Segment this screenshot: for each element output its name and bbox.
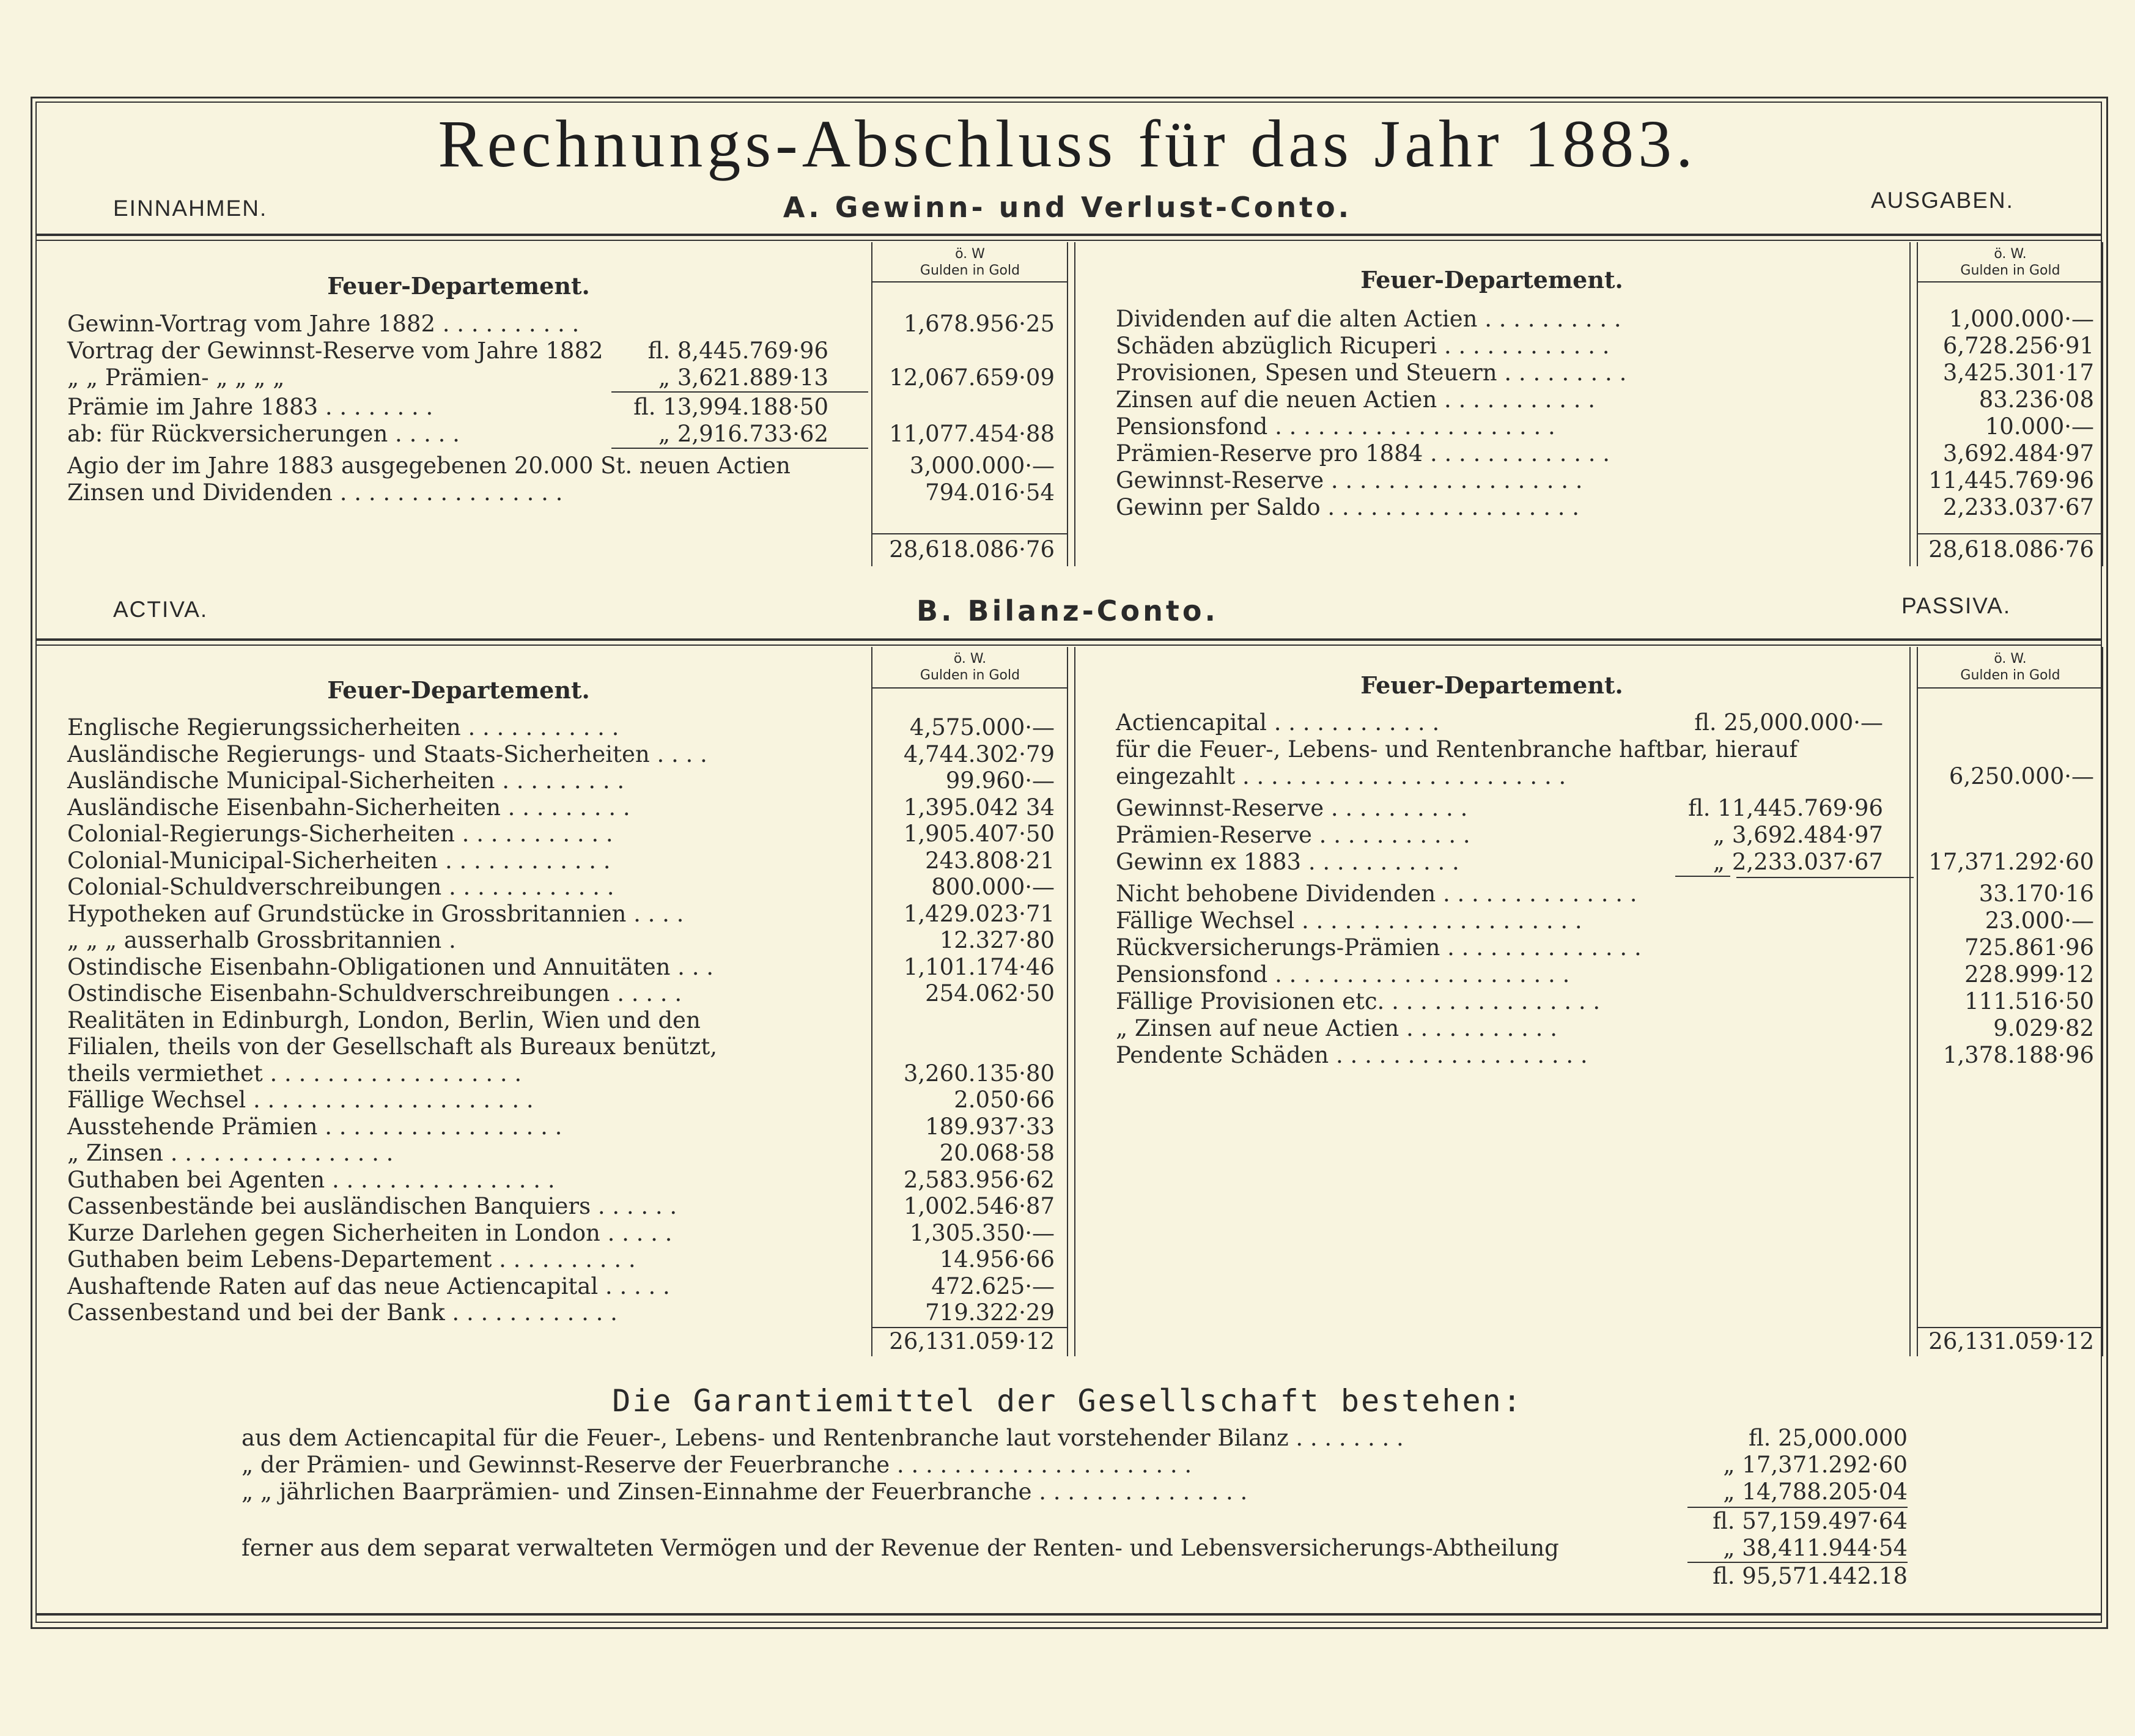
passiva-row-label: eingezahlt . . . . . . . . . . . . . . . . . . . . . . . bbox=[1116, 763, 1566, 789]
activa-row-label: Aushaftende Raten auf das neue Actiencapital . . . . . bbox=[67, 1272, 670, 1299]
activa-row-amount: 4,744.302·79 bbox=[903, 741, 1055, 767]
passiva-row-label: Rückversicherungs-Prämien . . . . . . . . . . . . . . bbox=[1116, 934, 1642, 961]
row-amount: 11,445.769·96 bbox=[1928, 467, 2094, 493]
activa-row-label: Ostindische Eisenbahn-Schuldverschreibungen . . . . . bbox=[67, 980, 682, 1007]
passiva-row-subamount: „ 2,233.037·67 bbox=[1713, 849, 1883, 875]
activa-row-label: Ostindische Eisenbahn-Obligationen und Annuitäten . . . bbox=[67, 953, 714, 980]
row-label: Schäden abzüglich Ricuperi . . . . . . . . . . . . bbox=[1116, 333, 1610, 359]
rule bbox=[1675, 876, 1730, 877]
row-label: „ „ Prämien- „ „ „ „ bbox=[67, 364, 285, 391]
passiva-row-amount: 111.516·50 bbox=[1964, 988, 2094, 1014]
passiva-row-subamount: fl. 11,445.769·96 bbox=[1688, 795, 1883, 821]
ausgaben-row bbox=[1116, 494, 1911, 521]
activa-dept-title: Feuer-Departement. bbox=[327, 676, 590, 704]
activa-row-label: Guthaben bei Agenten . . . . . . . . . . . . . . . . bbox=[67, 1166, 555, 1193]
passiva-row-label: für die Feuer-, Lebens- und Rentenbranche haftbar, hierauf bbox=[1116, 736, 1798, 763]
activa-row-label: Guthaben beim Lebens-Departement . . . . . . . . . . bbox=[67, 1246, 636, 1272]
activa-row-label: Hypotheken auf Grundstücke in Grossbritannien . . . . bbox=[67, 900, 684, 927]
row-amount: 12,067.659·09 bbox=[889, 364, 1055, 391]
rule bbox=[1687, 1507, 1908, 1508]
row-amount: 1,000.000·— bbox=[1949, 306, 2094, 332]
col-head-unit: Gulden in Gold bbox=[1960, 263, 2060, 278]
garantie-row-amount: fl. 25,000.000 bbox=[1748, 1425, 1908, 1451]
einnahmen-row bbox=[67, 394, 862, 421]
passiva-row-subamount: „ 3,692.484·97 bbox=[1713, 822, 1883, 848]
passiva-row-label: Fällige Wechsel . . . . . . . . . . . . . . . . . . . . bbox=[1116, 907, 1582, 934]
row-label: Gewinnst-Reserve . . . . . . . . . . . . . . . . . . bbox=[1116, 467, 1583, 493]
passiva-row-subamount bbox=[1651, 1015, 1883, 1042]
row-label: Prämien-Reserve pro 1884 . . . . . . . . . . . . . bbox=[1116, 440, 1610, 467]
column-rule bbox=[1074, 647, 1075, 1356]
gv-left-col-head bbox=[873, 246, 1067, 279]
row-label: Provisionen, Spesen und Steuern . . . . . . . . . bbox=[1116, 360, 1627, 386]
einnahmen-total: 28,618.086·76 bbox=[889, 536, 1055, 563]
activa-row-label: Kurze Darlehen gegen Sicherheiten in London . . . . . bbox=[67, 1219, 673, 1246]
passiva-row-amount: 6,250.000·— bbox=[1949, 763, 2094, 789]
row-subamount: fl. 8,445.769·96 bbox=[647, 338, 828, 364]
passiva-row-label: „ Zinsen auf neue Actien . . . . . . . . . . . bbox=[1116, 1015, 1557, 1041]
garantie-row-amount: „ 38,411.944·54 bbox=[1723, 1535, 1908, 1561]
gv-right-col-head bbox=[1919, 246, 2102, 279]
einnahmen-row bbox=[67, 421, 862, 448]
row-label: Gewinn-Vortrag vom Jahre 1882 . . . . . . . . . . bbox=[67, 311, 580, 337]
activa-col-head bbox=[873, 651, 1067, 684]
activa-row-amount: 189.937·33 bbox=[925, 1113, 1055, 1140]
ausgaben-heading: AUSGABEN. bbox=[1871, 188, 2014, 213]
rule bbox=[871, 533, 1067, 534]
passiva-row-label: Pendente Schäden . . . . . . . . . . . . . . . . . . bbox=[1116, 1042, 1588, 1068]
einnahmen-heading: EINNAHMEN. bbox=[113, 196, 268, 221]
row-amount: 11,077.454·88 bbox=[889, 421, 1055, 447]
passiva-row-label: Pensionsfond . . . . . . . . . . . . . . . . . . . . . bbox=[1116, 961, 1570, 988]
passiva-row-subamount bbox=[1651, 881, 1883, 907]
passiva-row-amount: 228.999·12 bbox=[1964, 961, 2094, 988]
einnahmen-dept-title: Feuer-Departement. bbox=[327, 272, 590, 300]
garantie-row-label: „ der Prämien- und Gewinnst-Reserve der Feuerbranche . . . . . . . . . . . . . . . . . . . . . bbox=[242, 1452, 1192, 1478]
rule bbox=[871, 687, 1067, 689]
rule bbox=[35, 234, 2102, 236]
activa-row-amount: 1,395.042 34 bbox=[903, 794, 1055, 821]
rule bbox=[1687, 1562, 1908, 1563]
row-amount: 794.016·54 bbox=[925, 479, 1055, 506]
activa-row-label: Filialen, theils von der Gesellschaft als Bureaux benützt, bbox=[67, 1033, 718, 1060]
col-head-currency: ö. W bbox=[955, 246, 985, 262]
row-label: Dividenden auf die alten Actien . . . . . . . . . . bbox=[1116, 306, 1621, 332]
passiva-row-label: Gewinn ex 1883 . . . . . . . . . . . bbox=[1116, 849, 1459, 875]
row-amount: 3,425.301·17 bbox=[1942, 360, 2094, 386]
activa-row-label: Englische Regierungssicherheiten . . . . . . . . . . . bbox=[67, 714, 619, 741]
row-amount: 83.236·08 bbox=[1978, 386, 2094, 413]
row-subamount: „ 2,916.733·62 bbox=[658, 421, 828, 447]
garantie-row-amount: „ 17,371.292·60 bbox=[1723, 1452, 1908, 1478]
rule bbox=[35, 1613, 2102, 1616]
activa-row-amount: 12.327·80 bbox=[939, 927, 1055, 953]
activa-row-label: Fällige Wechsel . . . . . . . . . . . . . . . . . . . . bbox=[67, 1087, 534, 1113]
activa-row-amount: 1,429.023·71 bbox=[903, 900, 1055, 927]
ausgaben-row bbox=[1116, 386, 1911, 413]
rule bbox=[35, 240, 2102, 241]
passiva-row-amount: 9.029·82 bbox=[1993, 1015, 2094, 1041]
activa-row-amount: 243.808·21 bbox=[925, 847, 1055, 874]
rule bbox=[1736, 877, 1914, 878]
activa-row-amount: 719.322·29 bbox=[925, 1299, 1055, 1326]
passiva-row-amount: 17,371.292·60 bbox=[1928, 849, 2094, 875]
activa-row-amount: 254.062·50 bbox=[925, 980, 1055, 1007]
column-rule bbox=[871, 242, 872, 566]
row-amount: 1,678.956·25 bbox=[903, 311, 1055, 337]
row-label: ab: für Rückversicherungen . . . . . bbox=[67, 421, 460, 447]
passiva-row-subamount bbox=[1651, 907, 1883, 934]
activa-row-amount: 1,101.174·46 bbox=[903, 953, 1055, 980]
garantie-row-label bbox=[242, 1563, 1684, 1590]
col-head-currency: ö. W. bbox=[953, 651, 987, 667]
passiva-row-subamount bbox=[1651, 763, 1883, 790]
row-label: Pensionsfond . . . . . . . . . . . . . . . . . . . . bbox=[1116, 413, 1555, 440]
row-amount: 3,000.000·— bbox=[909, 452, 1055, 479]
column-rule bbox=[2102, 647, 2103, 1356]
col-head-currency: ö. W. bbox=[1994, 651, 2027, 667]
passiva-col-head bbox=[1919, 651, 2102, 684]
row-label: Agio der im Jahre 1883 ausgegebenen 20.000 St. neuen Actien bbox=[67, 452, 791, 479]
col-head-currency: ö. W. bbox=[1994, 246, 2027, 262]
row-amount: 10.000·— bbox=[1985, 413, 2094, 440]
row-label: Prämie im Jahre 1883 . . . . . . . . bbox=[67, 394, 433, 420]
activa-row-amount: 3,260.135·80 bbox=[903, 1060, 1055, 1087]
passiva-row-subamount bbox=[1651, 1042, 1883, 1069]
garantie-row-label bbox=[242, 1508, 1684, 1535]
passiva-row-label: Fällige Provisionen etc. . . . . . . . . . . . . . . . bbox=[1116, 988, 1601, 1014]
passiva-row-subamount bbox=[1651, 988, 1883, 1015]
passiva-dept-title: Feuer-Departement. bbox=[1360, 671, 1623, 699]
row-amount: 2,233.037·67 bbox=[1942, 494, 2094, 520]
row-amount: 3,692.484·97 bbox=[1942, 440, 2094, 467]
activa-row-label: Colonial-Schuldverschreibungen . . . . . . . . . . . . bbox=[67, 874, 614, 900]
activa-row-amount: 1,905.407·50 bbox=[903, 821, 1055, 847]
activa-row-amount: 14.956·66 bbox=[939, 1246, 1055, 1272]
garantie-row-label: aus dem Actiencapital für die Feuer-, Lebens- und Rentenbranche laut vorstehender Bilanz . . . . . . . . bbox=[242, 1425, 1404, 1451]
rule bbox=[1917, 533, 2102, 534]
ausgaben-row bbox=[1116, 333, 1911, 360]
rule bbox=[1917, 281, 2102, 283]
column-rule bbox=[1067, 647, 1068, 1356]
passiva-row-amount: 1,378.188·96 bbox=[1942, 1042, 2094, 1068]
passiva-row-label: Nicht behobene Dividenden . . . . . . . . . . . . . . bbox=[1116, 881, 1637, 907]
garantie-row-label: ferner aus dem separat verwalteten Vermögen und der Revenue der Renten- und Lebensversicherungs-Abtheilung bbox=[242, 1535, 1559, 1561]
activa-row-label: Ausländische Eisenbahn-Sicherheiten . . . . . . . . . bbox=[67, 794, 630, 821]
einnahmen-row bbox=[67, 338, 862, 364]
activa-row-label: Ausstehende Prämien . . . . . . . . . . . . . . . . . bbox=[67, 1113, 562, 1140]
activa-row-label: Realitäten in Edinburgh, London, Berlin, Wien und den bbox=[67, 1007, 701, 1033]
col-head-unit: Gulden in Gold bbox=[1960, 668, 2060, 683]
rule bbox=[611, 391, 868, 393]
rule bbox=[35, 645, 2102, 646]
activa-row-amount: 99.960·— bbox=[945, 767, 1055, 794]
einnahmen-row bbox=[67, 311, 862, 338]
row-subamount: „ 3,621.889·13 bbox=[658, 364, 828, 391]
ausgaben-row bbox=[1116, 360, 1911, 386]
row-amount: 6,728.256·91 bbox=[1942, 333, 2094, 359]
garantie-row-amount: „ 14,788.205·04 bbox=[1723, 1479, 1908, 1505]
column-rule bbox=[1074, 242, 1075, 566]
rule bbox=[1917, 687, 2102, 689]
einnahmen-row bbox=[67, 364, 862, 391]
activa-row-amount: 20.068·58 bbox=[939, 1140, 1055, 1166]
passiva-row-subamount bbox=[1651, 934, 1883, 961]
passiva-heading: PASSIVA. bbox=[1901, 593, 2011, 618]
activa-row-label: Ausländische Municipal-Sicherheiten . . . . . . . . . bbox=[67, 767, 625, 794]
activa-row-label: „ „ „ ausserhalb Grossbritannien . bbox=[67, 927, 456, 953]
ausgaben-row bbox=[1116, 467, 1911, 494]
passiva-total: 26,131.059·12 bbox=[1928, 1328, 2094, 1354]
page-title: Rechnungs-Abschluss für das Jahr 1883. bbox=[438, 106, 1697, 181]
activa-row-amount: 1,002.546·87 bbox=[903, 1193, 1055, 1219]
row-label: Gewinn per Saldo . . . . . . . . . . . . . . . . . . bbox=[1116, 494, 1580, 520]
garantie-row-amount: fl. 95,571.442.18 bbox=[1713, 1563, 1908, 1589]
garantie-row-amount: fl. 57,159.497·64 bbox=[1713, 1508, 1908, 1534]
activa-total: 26,131.059·12 bbox=[889, 1328, 1055, 1354]
einnahmen-row bbox=[67, 479, 862, 506]
ausgaben-row bbox=[1116, 306, 1911, 333]
column-rule bbox=[1067, 242, 1068, 566]
row-label: Zinsen auf die neuen Actien . . . . . . . . . . . bbox=[1116, 386, 1596, 413]
passiva-row-subamount bbox=[1651, 736, 1883, 763]
passiva-row-label: Actiencapital . . . . . . . . . . . . bbox=[1116, 709, 1440, 736]
activa-row-label: Cassenbestand und bei der Bank . . . . . . . . . . . . bbox=[67, 1299, 618, 1326]
col-head-unit: Gulden in Gold bbox=[920, 668, 1020, 683]
activa-row-label: Cassenbestände bei ausländischen Banquiers . . . . . . bbox=[67, 1193, 677, 1219]
activa-row-label: theils vermiethet . . . . . . . . . . . . . . . . . . bbox=[67, 1060, 522, 1087]
passiva-row-amount: 23.000·— bbox=[1985, 907, 2094, 934]
activa-row-amount: 2,583.956·62 bbox=[903, 1166, 1055, 1193]
passiva-row-subamount: fl. 25,000.000·— bbox=[1694, 709, 1883, 736]
rule bbox=[611, 448, 868, 449]
passiva-row-label: Prämien-Reserve . . . . . . . . . . . bbox=[1116, 822, 1470, 848]
gv-conto-heading: A. Gewinn- und Verlust-Conto. bbox=[783, 191, 1352, 224]
activa-row-label: Ausländische Regierungs- und Staats-Sicherheiten . . . . bbox=[67, 741, 707, 767]
row-label: Vortrag der Gewinnst-Reserve vom Jahre 1882 bbox=[67, 338, 603, 364]
rule bbox=[35, 638, 2102, 641]
passiva-row-amount: 33.170·16 bbox=[1978, 881, 2094, 907]
row-subamount: fl. 13,994.188·50 bbox=[633, 394, 828, 420]
passiva-row-amount: 725.861·96 bbox=[1964, 934, 2094, 961]
activa-row-label: „ Zinsen . . . . . . . . . . . . . . . . bbox=[67, 1140, 394, 1166]
ausgaben-dept-title: Feuer-Departement. bbox=[1360, 266, 1623, 294]
passiva-row-label: Gewinnst-Reserve . . . . . . . . . . bbox=[1116, 795, 1468, 821]
activa-row-amount: 472.625·— bbox=[931, 1272, 1055, 1299]
activa-row-amount: 800.000·— bbox=[931, 874, 1055, 900]
activa-row-amount: 1,305.350·— bbox=[909, 1219, 1055, 1246]
einnahmen-row bbox=[67, 452, 862, 479]
ausgaben-total: 28,618.086·76 bbox=[1928, 536, 2094, 563]
ausgaben-row bbox=[1116, 413, 1911, 440]
activa-row-amount: 2.050·66 bbox=[954, 1087, 1055, 1113]
row-label: Zinsen und Dividenden . . . . . . . . . . . . . . . . bbox=[67, 479, 563, 506]
garantie-row-label: „ „ jährlichen Baarprämien- und Zinsen-Einnahme der Feuerbranche . . . . . . . . . . . . . . . bbox=[242, 1479, 1248, 1505]
activa-row-label: Colonial-Municipal-Sicherheiten . . . . . . . . . . . . bbox=[67, 847, 611, 874]
column-rule bbox=[2102, 242, 2103, 566]
bilanz-conto-heading: B. Bilanz-Conto. bbox=[916, 594, 1219, 627]
activa-row-label: Colonial-Regierungs-Sicherheiten . . . . . . . . . . . bbox=[67, 821, 613, 847]
rule bbox=[871, 281, 1067, 283]
ausgaben-row bbox=[1116, 440, 1911, 467]
passiva-row-subamount bbox=[1651, 961, 1883, 988]
activa-row-amount: 4,575.000·— bbox=[909, 714, 1055, 741]
garantie-title: Die Garantiemittel der Gesellschaft bestehen: bbox=[612, 1383, 1523, 1419]
activa-heading: ACTIVA. bbox=[113, 597, 208, 622]
col-head-unit: Gulden in Gold bbox=[920, 263, 1020, 278]
